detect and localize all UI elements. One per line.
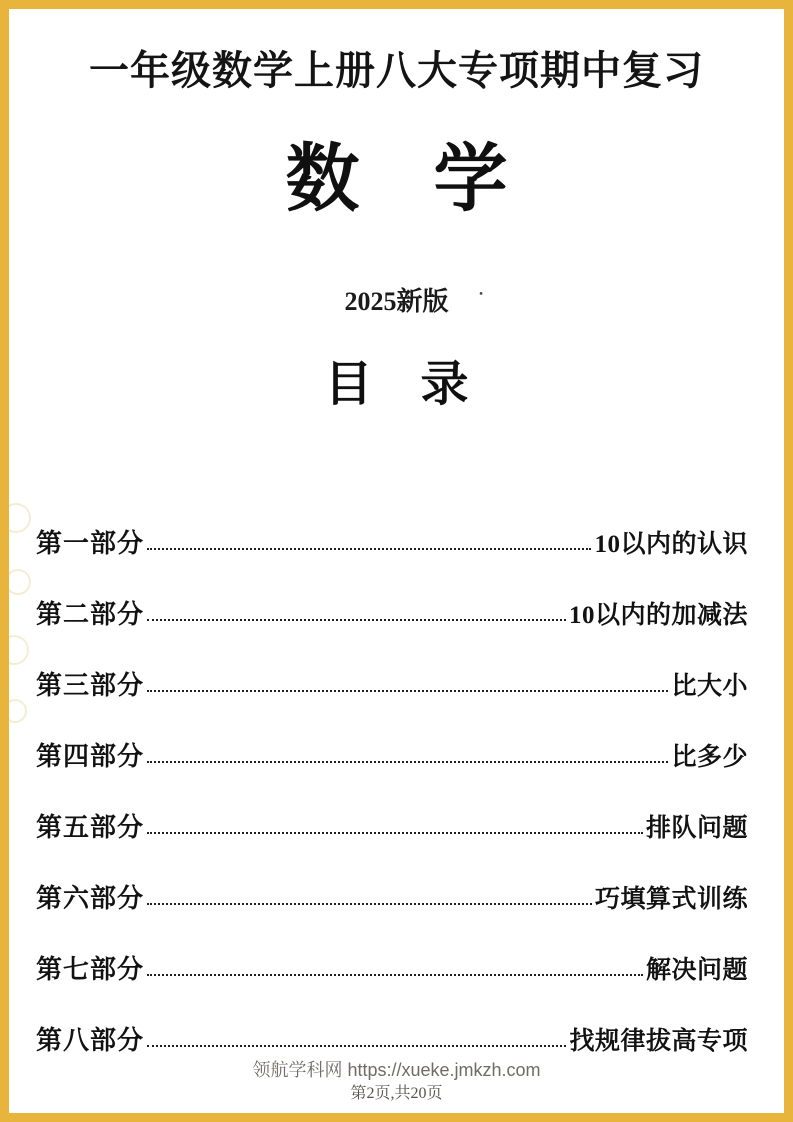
stray-ink-mark: · — [475, 283, 487, 304]
table-of-contents — [9, 506, 784, 1074]
toc-part-label: 第二部分 — [36, 600, 145, 630]
dot-leader — [147, 832, 643, 834]
main-title: 数 学 — [285, 139, 508, 221]
toc-part-label: 第三部分 — [36, 671, 145, 701]
toc-row — [36, 861, 748, 932]
toc-part-label: 第六部分 — [36, 884, 145, 914]
dot-leader — [147, 903, 592, 905]
toc-topic-label: 比多少 — [671, 743, 748, 771]
dot-leader — [147, 619, 566, 621]
edition-label: 2025新版 — [344, 287, 449, 316]
toc-topic-label: 10以内的加减法 — [568, 601, 748, 629]
toc-topic-label: 比大小 — [671, 672, 748, 700]
dot-leader — [147, 761, 668, 763]
toc-title: 目 录 — [324, 358, 469, 412]
toc-row — [36, 790, 748, 861]
dot-leader — [147, 690, 668, 692]
dot-leader — [147, 1045, 566, 1047]
page-footer — [9, 1059, 784, 1103]
toc-row — [36, 932, 748, 1003]
toc-row — [36, 506, 748, 577]
toc-part-label: 第一部分 — [36, 529, 145, 559]
toc-row — [36, 648, 748, 719]
toc-part-label: 第四部分 — [36, 742, 145, 772]
toc-row — [36, 719, 748, 790]
dot-leader — [147, 548, 591, 550]
toc-part-label: 第八部分 — [36, 1026, 145, 1056]
edition-line — [9, 283, 784, 317]
toc-part-label: 第五部分 — [36, 813, 145, 843]
footer-pagination: 第2页,共20页 — [350, 1084, 443, 1102]
header-title: 一年级数学上册八大专项期中复习 — [89, 48, 704, 93]
toc-topic-label: 排队问题 — [645, 814, 748, 842]
toc-topic-label: 解决问题 — [645, 956, 748, 984]
toc-topic-label: 找规律拔高专项 — [569, 1027, 748, 1055]
footer-site-url: 领航学科网 https://xueke.jmkzh.com — [252, 1060, 541, 1081]
dot-leader — [147, 974, 643, 976]
toc-row — [36, 577, 748, 648]
toc-topic-label: 巧填算式训练 — [594, 885, 748, 913]
toc-topic-label: 10以内的认识 — [594, 530, 748, 558]
toc-part-label: 第七部分 — [36, 955, 145, 985]
